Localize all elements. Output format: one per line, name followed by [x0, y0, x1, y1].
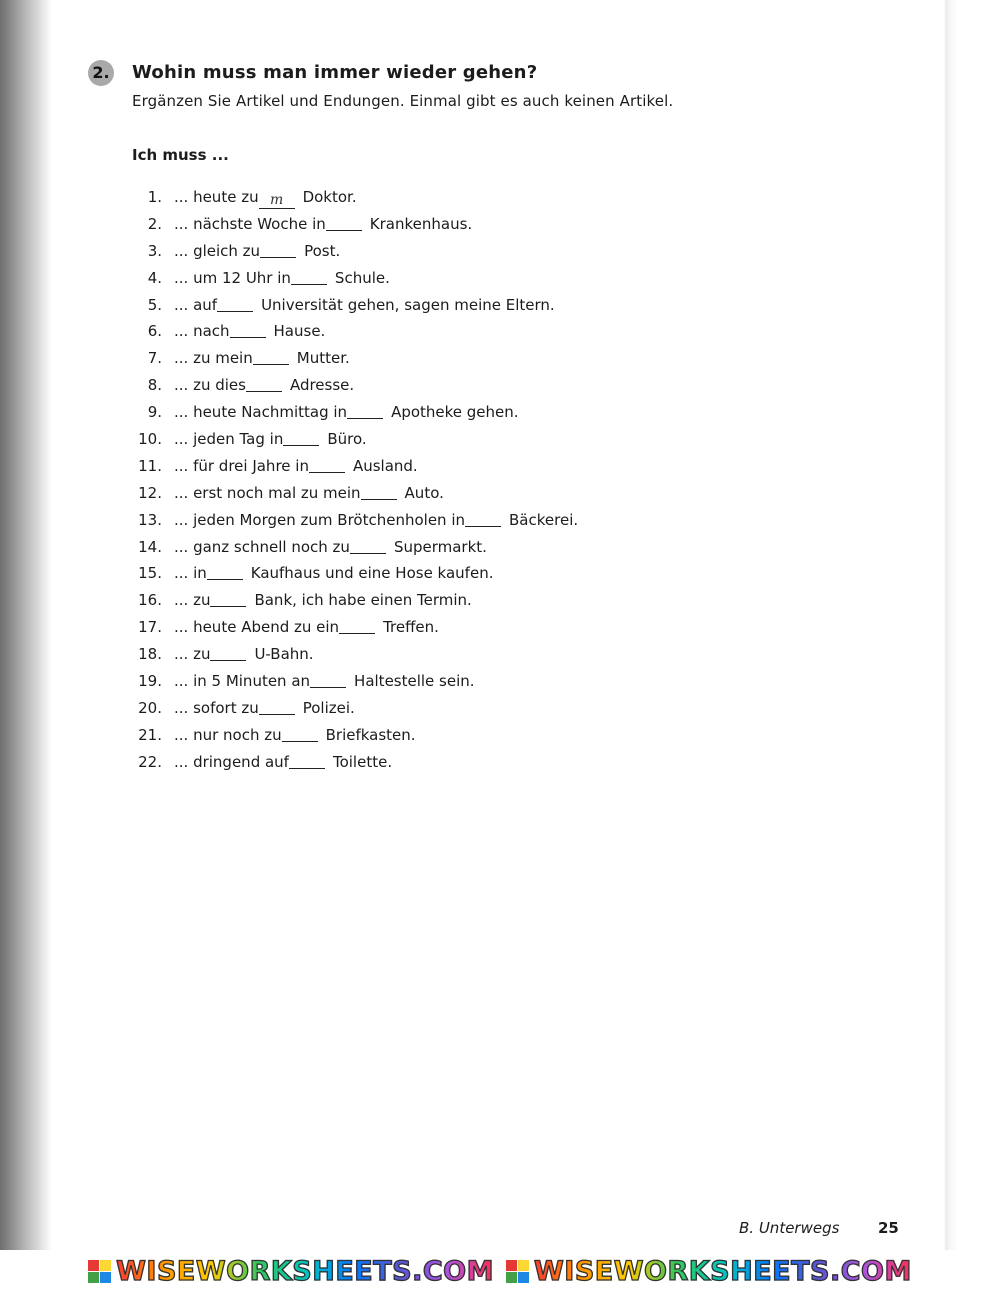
item-text-after: Ausland. — [352, 456, 418, 475]
item-text-before: ... dringend auf — [174, 752, 289, 771]
answer-blank[interactable] — [210, 644, 246, 661]
exercise-item — [134, 562, 578, 589]
item-text-before: ... zu dies — [174, 376, 246, 395]
exercise-item — [134, 320, 578, 347]
answer-blank[interactable] — [283, 429, 319, 446]
item-text-before: ... um 12 Uhr in — [174, 268, 291, 287]
item-text-before: ... in 5 Minuten an — [174, 672, 311, 691]
item-number: 8. — [147, 376, 162, 395]
item-number: 11. — [138, 456, 162, 475]
exercise-item — [134, 751, 578, 778]
item-text-after: Hause. — [273, 322, 326, 341]
answer-blank[interactable] — [246, 375, 282, 392]
item-text-after: Doktor. — [302, 188, 357, 206]
item-number: 14. — [138, 537, 162, 556]
item-text-after: Kaufhaus und eine Hose kaufen. — [250, 564, 494, 583]
answer-blank[interactable] — [465, 510, 501, 527]
answer-blank[interactable] — [309, 456, 345, 473]
watermark-banner — [0, 1253, 1000, 1289]
exercise-instruction: Ergänzen Sie Artikel und Endungen. Einmal gibt es auch keinen Artikel. — [132, 92, 674, 110]
answer-blank[interactable] — [289, 752, 325, 769]
logo-square — [88, 1272, 99, 1283]
item-number: 9. — [147, 403, 162, 422]
item-number: 18. — [138, 645, 162, 664]
scan-shadow-left — [0, 0, 52, 1250]
item-number: 6. — [147, 322, 162, 341]
answer-blank[interactable] — [230, 321, 266, 338]
watermark-group — [506, 1256, 912, 1287]
exercise-title: Wohin muss man immer wieder gehen? — [132, 62, 538, 83]
logo-square — [518, 1260, 529, 1271]
exercise-item — [134, 589, 578, 616]
sentence-intro: Ich muss ... — [132, 146, 229, 164]
logo-square — [88, 1260, 99, 1271]
answer-blank[interactable] — [253, 348, 289, 365]
item-number: 12. — [138, 483, 162, 502]
item-text-before: ... heute Abend zu ein — [174, 618, 340, 637]
item-number: 2. — [147, 214, 162, 233]
item-number: 17. — [138, 618, 162, 637]
item-text-after: Adresse. — [289, 376, 355, 395]
exercise-item — [134, 374, 578, 401]
item-text-before: ... in — [174, 564, 207, 583]
answer-blank[interactable] — [259, 698, 295, 715]
exercise-item — [134, 347, 578, 374]
item-text-after: Auto. — [404, 483, 444, 502]
item-number: 19. — [138, 672, 162, 691]
answer-blank[interactable]: m — [259, 192, 295, 209]
item-text-before: ... auf — [174, 295, 218, 314]
item-text-after: Bank, ich habe einen Termin. — [254, 591, 472, 610]
answer-blank[interactable] — [260, 241, 296, 258]
exercise-item — [134, 186, 578, 213]
item-text-before: ... für drei Jahre in — [174, 456, 309, 475]
exercise-item — [134, 616, 578, 643]
scan-edge-right — [944, 0, 1000, 1250]
item-text-after: Universität gehen, sagen meine Eltern. — [261, 295, 555, 314]
item-number: 5. — [147, 295, 162, 314]
exercise-number-badge — [88, 60, 114, 86]
item-text-after: Polizei. — [302, 698, 355, 717]
item-text-before: ... nach — [174, 322, 230, 341]
page-number: 25 — [878, 1219, 899, 1237]
item-text-after: Schule. — [334, 268, 390, 287]
item-text-after: Supermarkt. — [393, 537, 487, 556]
item-text-before: ... heute zu — [174, 188, 259, 206]
answer-blank[interactable] — [217, 295, 253, 312]
item-text-before: ... zu — [174, 591, 211, 610]
exercise-item — [134, 724, 578, 751]
item-text-after: Krankenhaus. — [369, 214, 473, 233]
exercise-item — [134, 482, 578, 509]
exercise-item-list — [134, 186, 578, 778]
chapter-footer: B. Unterwegs — [739, 1219, 840, 1237]
watermark-text: WISEWORKSHEETS.COM — [116, 1255, 494, 1287]
answer-blank[interactable] — [210, 590, 246, 607]
item-text-after: Toilette. — [332, 752, 393, 771]
exercise-item — [134, 267, 578, 294]
answer-blank[interactable] — [326, 214, 362, 231]
exercise-item — [134, 536, 578, 563]
item-text-before: ... zu — [174, 645, 211, 664]
item-number: 7. — [147, 349, 162, 368]
item-number: 22. — [138, 752, 162, 771]
logo-square — [518, 1272, 529, 1283]
exercise-item — [134, 428, 578, 455]
logo-square — [100, 1272, 111, 1283]
item-text-after: Briefkasten. — [325, 725, 416, 744]
item-text-after: Haltestelle sein. — [354, 672, 475, 691]
answer-blank[interactable] — [339, 617, 375, 634]
answer-blank[interactable] — [207, 563, 243, 580]
watermark-group — [88, 1256, 494, 1287]
logo-square — [506, 1272, 517, 1283]
item-number: 15. — [138, 564, 162, 583]
item-text-before: ... nächste Woche in — [174, 214, 326, 233]
item-text-after: Mutter. — [296, 349, 350, 368]
exercise-item — [134, 697, 578, 724]
answer-blank[interactable] — [291, 268, 327, 285]
item-text-after: Post. — [304, 241, 341, 260]
exercise-item — [134, 213, 578, 240]
item-text-after: Apotheke gehen. — [391, 403, 519, 422]
answer-blank[interactable] — [310, 671, 346, 688]
item-number: 3. — [147, 241, 162, 260]
answer-blank[interactable] — [361, 483, 397, 500]
item-number: 20. — [138, 698, 162, 717]
exercise-item — [134, 455, 578, 482]
item-text-after: Treffen. — [383, 618, 439, 637]
answer-blank[interactable] — [350, 537, 386, 554]
item-text-before: ... sofort zu — [174, 698, 259, 717]
item-number: 21. — [138, 725, 162, 744]
item-text-before: ... erst noch mal zu mein — [174, 483, 361, 502]
item-text-after: Bäckerei. — [509, 510, 579, 529]
answer-blank[interactable] — [282, 725, 318, 742]
logo-square — [506, 1260, 517, 1271]
item-number: 4. — [147, 268, 162, 287]
wiseworksheets-logo-icon — [506, 1260, 529, 1283]
item-text-before: ... ganz schnell noch zu — [174, 537, 350, 556]
item-number: 16. — [138, 591, 162, 610]
wiseworksheets-logo-icon — [88, 1260, 111, 1283]
item-text-before: ... nur noch zu — [174, 725, 282, 744]
exercise-item — [134, 401, 578, 428]
exercise-number: 2. — [88, 60, 114, 86]
item-number: 1. — [147, 188, 162, 206]
item-text-after: U-Bahn. — [254, 645, 314, 664]
logo-square — [100, 1260, 111, 1271]
watermark-text: WISEWORKSHEETS.COM — [534, 1255, 912, 1287]
item-text-before: ... gleich zu — [174, 241, 261, 260]
exercise-item — [134, 670, 578, 697]
exercise-item — [134, 509, 578, 536]
item-number: 10. — [138, 430, 162, 449]
item-text-before: ... heute Nachmittag in — [174, 403, 348, 422]
exercise-item — [134, 294, 578, 321]
item-text-before: ... jeden Tag in — [174, 430, 284, 449]
item-text-after: Büro. — [327, 430, 367, 449]
item-text-before: ... zu mein — [174, 349, 253, 368]
item-number: 13. — [138, 510, 162, 529]
item-text-before: ... jeden Morgen zum Brötchenholen in — [174, 510, 466, 529]
exercise-item — [134, 643, 578, 670]
answer-blank[interactable] — [347, 402, 383, 419]
exercise-item — [134, 240, 578, 267]
